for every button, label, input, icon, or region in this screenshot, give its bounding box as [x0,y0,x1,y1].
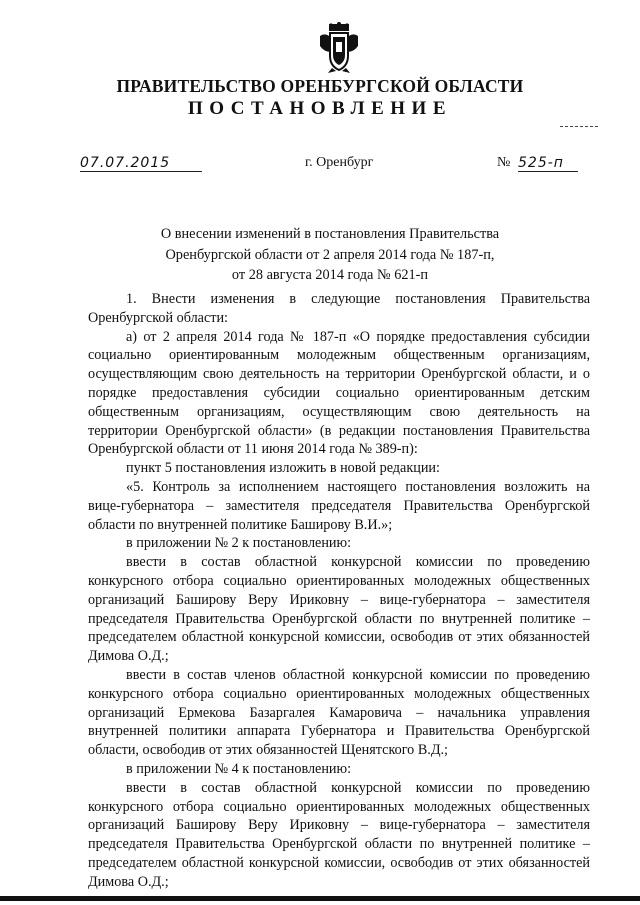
subject-line: Оренбургской области от 2 апреля 2014 года № 187-п, [165,246,495,263]
document-date: 07.07.2015 [80,155,202,172]
scan-bottom-edge [0,896,640,901]
document-number-label: № [497,155,511,170]
document-body [88,290,590,892]
body-paragraph: ввести в состав областной конкурсной комиссии по проведению конкурсного отбора социально ориентированных молодежных общественных организаций Баширову Веру Ириковну – вице-губернатора – заместителя председателя Правительства Оренбургской области по внутренней политике – председателем областной конкурсной комиссии, освободив от этих обязанностей Димова О.Д.; [88,779,590,890]
body-paragraph: ввести в состав областной конкурсной комиссии по проведению конкурсного отбора социально ориентированных молодежных общественных организаций Баширову Веру Ириковну – вице-губернатора – заместителя председателя Правительства Оренбургской области по внутренней политике – председателем областной конкурсной комиссии, освободив от этих обязанностей Димова О.Д.; [88,554,590,665]
subject-line: О внесении изменений в постановления Правительства [160,226,500,242]
government-title: ПРАВИТЕЛЬСТВО ОРЕНБУРГСКОЙ ОБЛАСТИ [116,76,524,96]
header-rule [560,126,598,127]
body-paragraph: в приложении № 4 к постановлению: [126,760,352,777]
body-paragraph: «5. Контроль за исполнением настоящего постановления возложить на вице-губернатора – заместителя председателя Правительства Оренбургской области по внутренней политике Баширову В.И.»; [88,478,590,533]
document-city: г. Оренбург [305,155,374,170]
body-paragraph: ввести в состав членов областной конкурсной комиссии по проведению конкурсного отбора социально ориентированных молодежных общественных организаций Ермекова Базаргалея Камаровича – начальника управления внутренней политики аппарата Губернатора и Правительства Оренбургской области, освободив от этих обязанностей Щенятского В.Д.; [88,666,590,759]
document-type-heading: ПОСТАНОВЛЕНИЕ [187,98,453,119]
document-subject [0,224,640,286]
body-paragraph: а) от 2 апреля 2014 года № 187-п «О порядке предоставления субсидии социально ориентированным молодежным общественным организациям, осуществляющим свою деятельность на территории Оренбургской области, и о порядке предоставления субсидии социально ориентированным детским общественным организациям, осуществляющим свою деятельность на территории Оренбургской области» (в редакции постановления Правительства Оренбургской области от 11 июня 2014 года № 389-п): [88,328,590,458]
document-number: 525-п [518,155,578,172]
body-paragraph: пункт 5 постановления изложить в новой редакции: [126,460,440,477]
body-paragraph: в приложении № 2 к постановлению: [126,535,352,552]
coat-of-arms-icon [318,22,360,74]
subject-line: от 28 августа 2014 года № 621-п [231,267,429,283]
body-paragraph: 1. Внести изменения в следующие постановления Правительства Оренбургской области: [88,291,590,326]
